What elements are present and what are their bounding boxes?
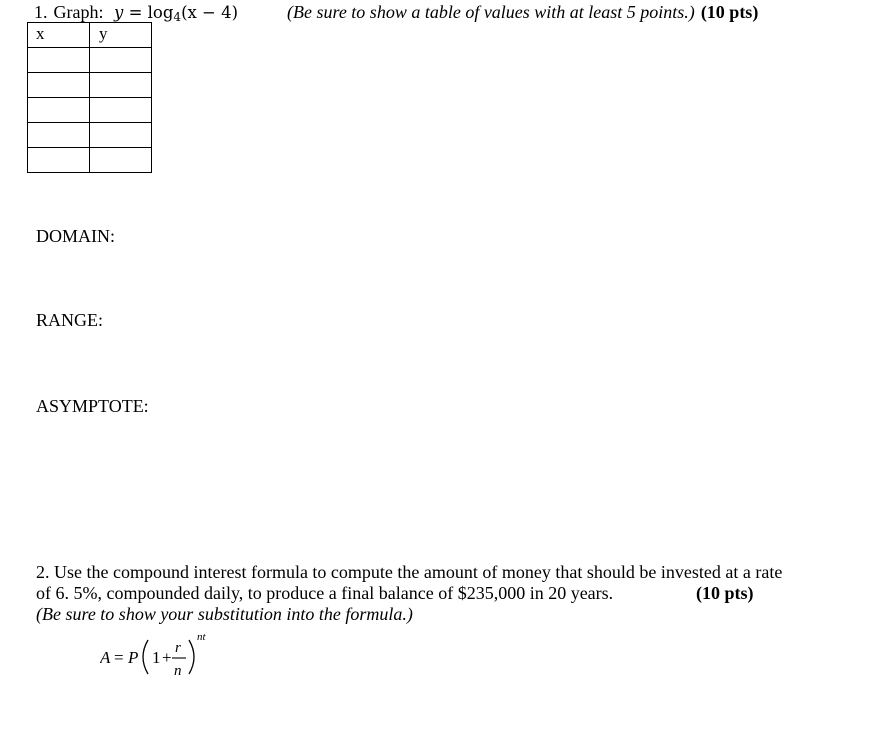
cell-x[interactable] [28,148,90,173]
cell-y[interactable] [90,148,152,173]
eq-base: 4 [173,10,182,24]
table-of-values [27,22,152,173]
formula-A: A [100,648,111,667]
column-header-x: x [28,23,90,48]
question-2-line-3: (Be sure to show your substitution into the formula.) [36,604,413,624]
table-row [28,98,152,123]
table-row [28,148,152,173]
eq-func: log [147,3,174,22]
cell-x[interactable] [28,73,90,98]
eq-lhs: y [113,3,124,22]
formula-P: P [128,648,139,667]
formula-plus: + [162,648,172,667]
graph-equation [114,3,238,22]
formula-r: r [175,640,181,656]
formula-n: n [174,663,182,679]
table-row [28,73,152,98]
question-1-instruction [287,1,758,23]
compound-interest-formula [100,630,230,686]
formula-exponent: nt [197,631,206,643]
domain-label: DOMAIN: [36,226,115,246]
question-2-line-2 [36,583,836,604]
table-header-row [28,23,152,48]
points-label: (10 pts) [700,2,759,22]
question-2-points: (10 pts) [696,583,754,603]
range-label: RANGE: [36,310,103,330]
question-2-line-2-text: of 6. 5%, compounded daily, to produce a final balance of $235,000 in 20 years. [36,583,614,603]
asymptote-label: ASYMPTOTE: [36,396,149,416]
cell-y[interactable] [90,98,152,123]
question-2 [36,562,836,625]
cell-x[interactable] [28,123,90,148]
instruction-text: (Be sure to show a table of values with at least 5 points.) [287,2,695,22]
cell-y[interactable] [90,73,152,98]
cell-y[interactable] [90,48,152,73]
right-paren [189,640,194,674]
graph-prefix: Graph: [53,2,104,22]
table-row [28,123,152,148]
question-2-line-1: 2. Use the compound interest formula to compute the amount of money that should be invested at a rate [36,562,783,582]
eq-arg: (x − 4) [181,3,239,22]
table-row [28,48,152,73]
cell-y[interactable] [90,123,152,148]
formula-one: 1 [152,648,161,667]
formula-svg [100,630,230,686]
question-number: 1. [34,2,48,22]
left-paren [143,640,148,674]
column-header-y: y [90,23,152,48]
eq-equals: = [128,3,143,22]
cell-x[interactable] [28,98,90,123]
formula-equals: = [114,648,124,667]
cell-x[interactable] [28,48,90,73]
